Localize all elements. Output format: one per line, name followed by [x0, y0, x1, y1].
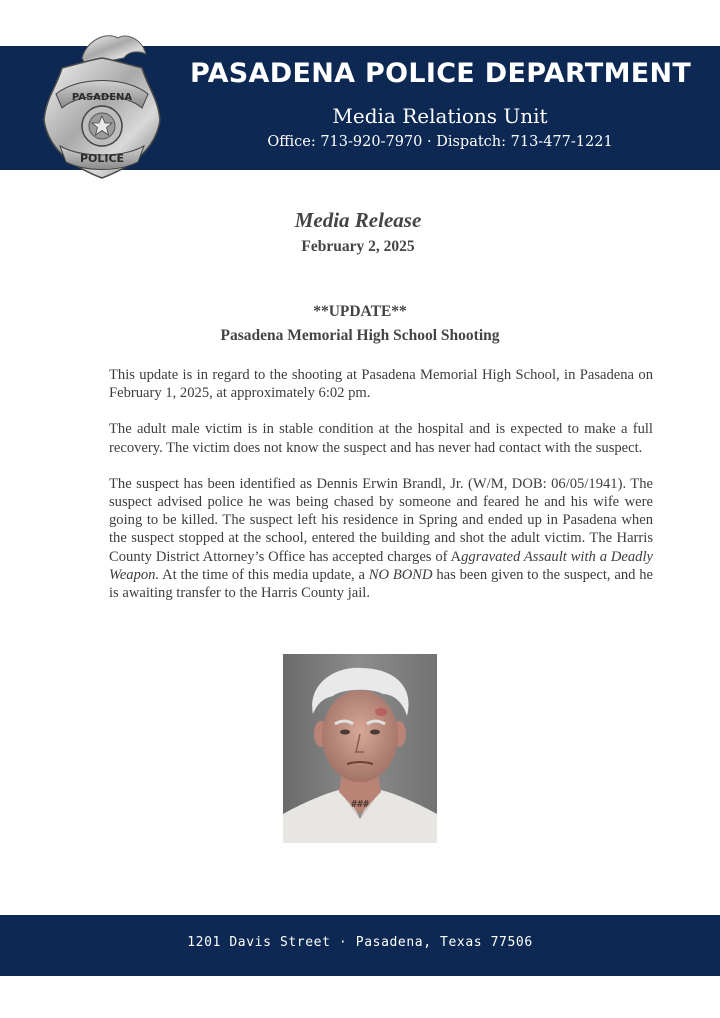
- badge-top-text: PASADENA: [71, 92, 133, 103]
- release-date: February 2, 2025: [301, 238, 415, 255]
- suspect-text-2: At the time of this media update, a: [159, 566, 369, 583]
- unit-title: Media Relations Unit: [332, 104, 548, 128]
- release-title: Media Release: [294, 208, 422, 232]
- bond-text: NO BOND: [368, 566, 433, 583]
- police-badge-icon: [38, 28, 166, 196]
- photo-overlay-text: ###: [350, 799, 370, 810]
- paragraph-incident: This update is in regard to the shooting at Pasadena Memorial High School, in Pasadena on February 1, 2025, at approximately 6:02 pm.: [109, 367, 653, 402]
- charge-text: ggravated Assault with a Deadly Weapon.: [109, 548, 653, 583]
- paragraph-victim: The adult male victim is in stable condition at the hospital and is expected to make a full recovery. The victim does not know the suspect and has never had contact with the suspect.: [109, 421, 653, 456]
- release-body: [109, 366, 653, 620]
- suspect-mugshot-photo: [283, 654, 437, 843]
- suspect-text-3: has been given to the suspect, and he is awaiting transfer to the Harris County jail.: [109, 566, 653, 602]
- badge-bottom-text: POLICE: [79, 152, 125, 165]
- suspect-text-1: The suspect has been identified as Dennis Erwin Brandl, Jr. (W/M, DOB: 06/05/1941). The suspect advised police he was being chased by someone and feared he and his wife were going to be killed. The suspect left his residence in Spring and ended up in Pasadena when the suspect stopped at the school, entered the building and shot the adult victim. The Harris County District Attorney’s Office has accepted charges of A: [109, 475, 653, 565]
- footer-address: 1201 Davis Street · Pasadena, Texas 77506: [187, 935, 533, 950]
- update-label: **UPDATE**: [313, 303, 407, 320]
- department-title: PASADENA POLICE DEPARTMENT: [190, 58, 692, 89]
- paragraph-suspect: [109, 475, 653, 602]
- headline: Pasadena Memorial High School Shooting: [220, 327, 500, 344]
- contact-line: Office: 713-920-7970 · Dispatch: 713-477-1221: [267, 134, 613, 150]
